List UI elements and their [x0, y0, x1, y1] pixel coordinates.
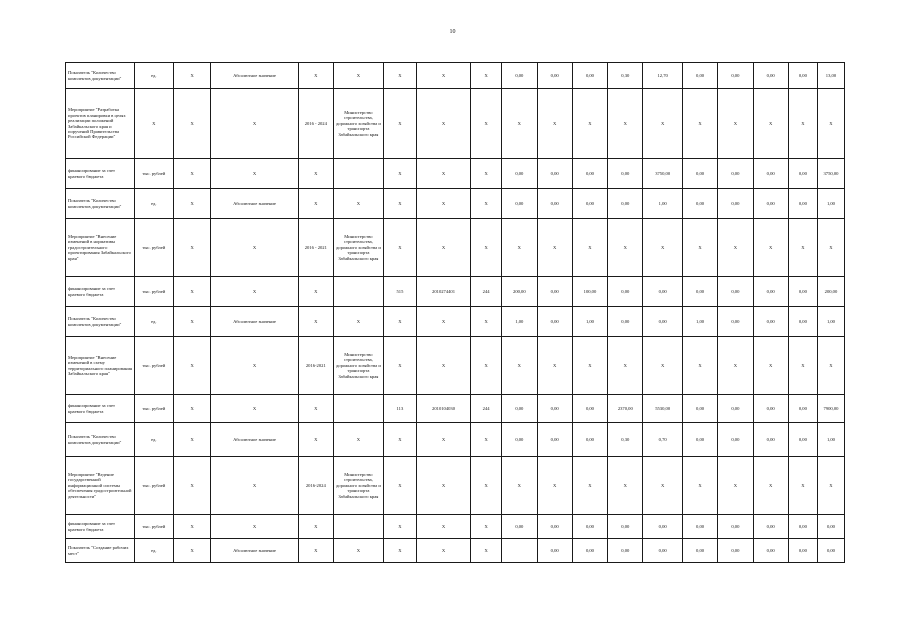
table-cell: Х [211, 395, 298, 423]
table-cell [333, 395, 383, 423]
table-cell: 0,30 [608, 63, 643, 89]
row-name-cell: финансирование за счет краевого бюджета [66, 515, 135, 539]
table-cell: Министерство строительства, дорожного хозяйства и транспорта Забайкальского края [333, 457, 383, 515]
row-name-cell: финансирование за счет краевого бюджета [66, 277, 135, 307]
table-cell: Х [333, 423, 383, 457]
table-cell: Х [788, 89, 817, 159]
table-cell: Х [417, 63, 471, 89]
table-cell: 0,00 [572, 539, 607, 563]
table-cell: 0,00 [788, 277, 817, 307]
table-cell: Х [471, 515, 502, 539]
table-cell: Х [718, 89, 753, 159]
table-cell: 5530,00 [643, 395, 682, 423]
table-cell: Х [471, 457, 502, 515]
table-cell: 1,00 [643, 189, 682, 219]
table-cell: Х [572, 337, 607, 395]
table-cell: 0,00 [608, 539, 643, 563]
table-cell: 0,00 [718, 277, 753, 307]
table-cell: Х [471, 89, 502, 159]
table-cell: 0,00 [718, 159, 753, 189]
table-cell: Х [174, 63, 211, 89]
table-cell: Х [383, 539, 416, 563]
table-cell: ед. [134, 63, 173, 89]
table-cell: 0,00 [788, 307, 817, 337]
table-cell: Х [298, 159, 333, 189]
table-cell: 0,00 [608, 159, 643, 189]
table-cell: 1,00 [502, 307, 537, 337]
table-cell: Х [298, 423, 333, 457]
table-cell: 2010274401 [417, 277, 471, 307]
table-cell: тыс. рублей [134, 337, 173, 395]
table-row [66, 89, 845, 159]
table-cell: Х [471, 539, 502, 563]
table-cell: 0,00 [608, 189, 643, 219]
table-cell: 0,00 [718, 539, 753, 563]
table-cell: 0,00 [753, 189, 788, 219]
table-cell: тыс. рублей [134, 219, 173, 277]
table-cell: Х [471, 307, 502, 337]
table-cell: Х [471, 189, 502, 219]
table-cell: Х [502, 457, 537, 515]
table-cell: Х [817, 337, 844, 395]
table-cell: 2370,00 [608, 395, 643, 423]
table-cell: Х [417, 539, 471, 563]
table-cell: Министерство строительства, дорожного хозяйства и транспорта Забайкальского края [333, 219, 383, 277]
table-cell: Х [643, 219, 682, 277]
table-cell: 0,00 [643, 307, 682, 337]
table-cell: 0,00 [608, 515, 643, 539]
table-cell: 0,00 [537, 423, 572, 457]
table-cell: 0,00 [572, 63, 607, 89]
table-cell: 0,00 [753, 423, 788, 457]
table-cell: ед. [134, 307, 173, 337]
table-cell: 0,00 [718, 515, 753, 539]
table-cell: Х [471, 63, 502, 89]
table-cell: 0,00 [682, 395, 717, 423]
table-cell: 0,00 [537, 277, 572, 307]
row-name-cell: Показатель "Количество комплектов документации" [66, 189, 135, 219]
table-cell: Х [643, 89, 682, 159]
table-cell: 0,00 [643, 539, 682, 563]
table-cell: 200,00 [817, 277, 844, 307]
table-cell: 0,00 [788, 539, 817, 563]
table-cell: 0,00 [572, 395, 607, 423]
table-cell: 3750,00 [643, 159, 682, 189]
table-cell: Х [174, 515, 211, 539]
table-cell: тыс. рублей [134, 159, 173, 189]
table-row [66, 539, 845, 563]
table-cell: 0,00 [753, 539, 788, 563]
table-cell: Х [211, 159, 298, 189]
table-cell: Абсолютное значение [211, 307, 298, 337]
table-cell: Х [333, 63, 383, 89]
table-cell: 0,00 [753, 307, 788, 337]
table-cell: Х [417, 423, 471, 457]
table-row [66, 159, 845, 189]
table-cell: Х [817, 89, 844, 159]
table-cell: Х [608, 89, 643, 159]
table-cell [333, 277, 383, 307]
table-cell: 0,00 [753, 395, 788, 423]
table-cell: Х [417, 159, 471, 189]
table-cell: Х [682, 457, 717, 515]
table-cell: 3750,00 [817, 159, 844, 189]
table-cell: Х [417, 307, 471, 337]
table-cell: 0,00 [753, 159, 788, 189]
table-cell: 13,00 [817, 63, 844, 89]
table-cell: 0,00 [718, 63, 753, 89]
table-row [66, 277, 845, 307]
table-cell: Х [537, 457, 572, 515]
table-cell: 0,00 [817, 515, 844, 539]
table-cell: Абсолютное значение [211, 63, 298, 89]
table-cell: Х [817, 219, 844, 277]
table-cell: Х [333, 539, 383, 563]
table-cell: Х [643, 457, 682, 515]
table-cell: 0,00 [572, 423, 607, 457]
table-cell: Х [537, 89, 572, 159]
table-cell: Х [572, 89, 607, 159]
table-cell: 0,00 [788, 189, 817, 219]
table-cell: Х [383, 219, 416, 277]
table-cell: 0,70 [643, 423, 682, 457]
table-cell: 113 [383, 395, 416, 423]
table-cell: Х [298, 539, 333, 563]
table-cell: 0,00 [788, 395, 817, 423]
table-cell [333, 515, 383, 539]
table-row [66, 219, 845, 277]
table-cell: Х [817, 457, 844, 515]
table-cell: Х [788, 457, 817, 515]
table-cell: 0,00 [502, 423, 537, 457]
table-cell: Х [682, 219, 717, 277]
table-cell: Х [572, 219, 607, 277]
table-cell: тыс. рублей [134, 395, 173, 423]
table-cell: Х [174, 277, 211, 307]
table-cell: Х [417, 189, 471, 219]
table-cell: Х [298, 63, 333, 89]
table-cell: Х [174, 423, 211, 457]
table-cell: Х [211, 337, 298, 395]
table-cell: 0,00 [682, 539, 717, 563]
table-cell: Х [471, 337, 502, 395]
table-cell: 0,00 [718, 395, 753, 423]
table-cell: Х [211, 277, 298, 307]
table-cell: тыс. рублей [134, 457, 173, 515]
table-cell: Х [298, 277, 333, 307]
row-name-cell: финансирование за счет краевого бюджета [66, 395, 135, 423]
table-cell: Министерство строительства, дорожного хозяйства и транспорта Забайкальского края [333, 89, 383, 159]
table-cell: 0,00 [502, 395, 537, 423]
table-cell: Х [718, 457, 753, 515]
table-cell: Х [383, 307, 416, 337]
table-cell: Х [682, 337, 717, 395]
table-cell: 0,00 [608, 277, 643, 307]
row-name-cell: Мероприятие "Разработка проектов планировки в целях реализации положений Забайкальского края и поручений Правительства Российской Федерации" [66, 89, 135, 159]
table-cell: Х [417, 457, 471, 515]
table-cell: 0,00 [753, 277, 788, 307]
table-cell: 0,00 [682, 515, 717, 539]
table-cell: Х [383, 89, 416, 159]
table-cell: 0,00 [537, 307, 572, 337]
row-name-cell: финансирование за счет краевого бюджета [66, 159, 135, 189]
program-activities-table [65, 62, 845, 563]
table-cell: 0,00 [718, 423, 753, 457]
table-cell: 0,00 [682, 277, 717, 307]
table-cell: Х [298, 515, 333, 539]
table-cell: Х [383, 457, 416, 515]
table-cell: 1,00 [682, 307, 717, 337]
table-cell: Х [174, 457, 211, 515]
table-cell: Х [502, 337, 537, 395]
table-row [66, 395, 845, 423]
table-cell: Х [174, 89, 211, 159]
table-row [66, 337, 845, 395]
table-cell: Х [333, 189, 383, 219]
table-cell: Х [471, 159, 502, 189]
table-cell: 0,00 [502, 515, 537, 539]
table-cell: ед. [134, 423, 173, 457]
table-cell: 0,00 [537, 63, 572, 89]
table-cell [502, 539, 537, 563]
table-cell: 0,00 [682, 423, 717, 457]
table-cell: 244 [471, 395, 502, 423]
table-cell: 0,00 [682, 159, 717, 189]
table-cell: Х [753, 457, 788, 515]
table-cell: 1,00 [817, 189, 844, 219]
table-cell: Х [608, 457, 643, 515]
table-cell: Х [174, 159, 211, 189]
table-cell: 0,00 [682, 189, 717, 219]
table-cell: 0,00 [753, 515, 788, 539]
table-row [66, 63, 845, 89]
table-row [66, 515, 845, 539]
table-cell: 2016 - 2021 [298, 219, 333, 277]
table-row [66, 457, 845, 515]
table-cell: 0,00 [537, 515, 572, 539]
table-cell: Х [211, 515, 298, 539]
table-cell: Х [211, 457, 298, 515]
table-cell: 0,00 [608, 307, 643, 337]
table-row [66, 423, 845, 457]
table-cell: Х [471, 423, 502, 457]
table-cell: 515 [383, 277, 416, 307]
table-cell: Х [502, 219, 537, 277]
table-cell: Х [383, 515, 416, 539]
table-cell: Министерство строительства, дорожного хозяйства и транспорта Забайкальского края [333, 337, 383, 395]
row-name-cell: Показатель "Количество комплектов документации" [66, 63, 135, 89]
table-cell: Х [537, 219, 572, 277]
table-cell: Х [383, 189, 416, 219]
table-cell: Х [788, 219, 817, 277]
table-cell: 0,00 [753, 63, 788, 89]
table-cell: Х [608, 219, 643, 277]
table-cell: Х [753, 337, 788, 395]
table-cell: Х [718, 337, 753, 395]
table-cell: 7900,00 [817, 395, 844, 423]
table-cell: Х [298, 395, 333, 423]
table-row [66, 307, 845, 337]
table-cell: Х [383, 337, 416, 395]
table-cell: Х [417, 89, 471, 159]
table-row [66, 189, 845, 219]
table-cell: Х [608, 337, 643, 395]
table-cell: 0,00 [537, 539, 572, 563]
table-cell: 2010104030 [417, 395, 471, 423]
table-cell: 0,00 [537, 159, 572, 189]
table-cell: Х [417, 219, 471, 277]
row-name-cell: Показатель "Количество комплектов документации" [66, 423, 135, 457]
table-cell: Х [572, 457, 607, 515]
table-cell: Х [753, 89, 788, 159]
table-cell: 1,00 [817, 423, 844, 457]
table-cell: 0,00 [502, 159, 537, 189]
table-cell: Х [753, 219, 788, 277]
table-cell: Х [718, 219, 753, 277]
row-name-cell: Показатель "Количество комплектов документации" [66, 307, 135, 337]
table-cell: Х [174, 337, 211, 395]
table-cell: 2016 - 2024 [298, 89, 333, 159]
table-cell: Абсолютное значение [211, 189, 298, 219]
table-cell: 0,00 [788, 159, 817, 189]
table-cell: Х [417, 515, 471, 539]
table-cell: 0,00 [718, 189, 753, 219]
table-cell: Х [383, 63, 416, 89]
table-cell: 244 [471, 277, 502, 307]
table-cell: Х [211, 89, 298, 159]
table-cell: Х [537, 337, 572, 395]
table-cell: Х [174, 539, 211, 563]
table-cell: 0,00 [817, 539, 844, 563]
table-cell: Х [333, 307, 383, 337]
table-cell: 2016-2024 [298, 457, 333, 515]
table-cell: 200,00 [502, 277, 537, 307]
table-cell: 0,00 [788, 423, 817, 457]
table-cell: Х [298, 189, 333, 219]
row-name-cell: Показатель "Создание рабочих мест" [66, 539, 135, 563]
table-cell: Х [471, 219, 502, 277]
table-cell: ед. [134, 189, 173, 219]
table-cell: Х [682, 89, 717, 159]
table-cell: Абсолютное значение [211, 423, 298, 457]
table-cell: 12,70 [643, 63, 682, 89]
table-cell: 0,00 [718, 307, 753, 337]
table-cell: 0,00 [788, 515, 817, 539]
table-cell: 0,00 [788, 63, 817, 89]
table-cell: 0,00 [572, 159, 607, 189]
table-cell: Х [174, 395, 211, 423]
table-cell: Х [502, 89, 537, 159]
table-cell: 0,00 [537, 395, 572, 423]
table-cell: Абсолютное значение [211, 539, 298, 563]
table-cell: Х [298, 307, 333, 337]
table-cell: 0,30 [608, 423, 643, 457]
table-cell: Х [383, 423, 416, 457]
table-cell: Х [134, 89, 173, 159]
table-cell: Х [417, 337, 471, 395]
table-cell: Х [788, 337, 817, 395]
table-cell: тыс. рублей [134, 515, 173, 539]
table-cell: 0,00 [682, 63, 717, 89]
page-number: 10 [449, 29, 456, 35]
table-cell: 100,00 [572, 277, 607, 307]
table-cell: Х [174, 307, 211, 337]
table-cell: Х [174, 189, 211, 219]
table-cell: 0,00 [572, 189, 607, 219]
table-cell: Х [383, 159, 416, 189]
table-cell: тыс. рублей [134, 277, 173, 307]
table-cell: Х [211, 219, 298, 277]
table-cell: 2016-2021 [298, 337, 333, 395]
table-cell: 1,00 [572, 307, 607, 337]
table-cell [333, 159, 383, 189]
table-cell: 0,00 [643, 277, 682, 307]
table-cell: 0,00 [502, 189, 537, 219]
row-name-cell: Мероприятие "Внесение изменений в схему территориального планирования Забайкальского края" [66, 337, 135, 395]
table-cell: Х [174, 219, 211, 277]
table-cell: 0,00 [502, 63, 537, 89]
table-cell: 1,00 [817, 307, 844, 337]
table-cell: 0,00 [572, 515, 607, 539]
table-cell: 0,00 [643, 515, 682, 539]
row-name-cell: Мероприятие "Внесение изменений в нормативы градостроительного проектирования Забайкальского края" [66, 219, 135, 277]
table-cell: Х [643, 337, 682, 395]
table-cell: 0,00 [537, 189, 572, 219]
row-name-cell: Мероприятие "Ведение государственной информационной системы обеспечения градостроительной деятельности" [66, 457, 135, 515]
table-cell: ед. [134, 539, 173, 563]
